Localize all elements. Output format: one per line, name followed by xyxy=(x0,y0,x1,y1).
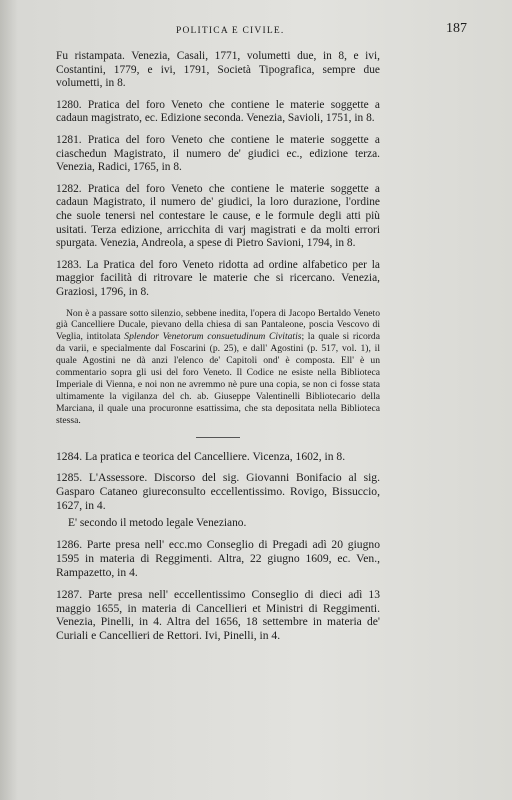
note-text-2: ; la quale si ricorda da varii, e specialmente dal Foscarini (p. 25), e dall' Agostini (p. 517, vol. 1), il quale Agostini ne dà anzi l'elenco de' Capitoli ond' è composta. Ell' è un commentario sopra gli usi del foro Veneto. Il Codice ne esiste nella Biblioteca Imperiale di Vienna, e noi non ne avremmo nè pure una copia, se non ci fosse stata ultimamente la vigilanza del ch. ab. Giuseppe Valentinelli Bibliotecario della Marciana, il quale una procuronne esattissima, che sta depositata nella Biblioteca stessa. xyxy=(56,331,380,426)
entry-1286: 1286. Parte presa nell' ecc.mo Conseglio di Pregadi adì 20 giugno 1595 in materia di Reggimenti. Altra, 22 giugno 1609, ec. Ven., Rampazetto, in 4. xyxy=(56,538,380,579)
entry-1283: 1283. La Pratica del foro Veneto ridotta ad ordine alfabetico per la maggior facilità di ritrovare le materie che si ricercano. Venezia, Graziosi, 1796, in 8. xyxy=(56,258,380,298)
entry-1281: 1281. Pratica del foro Veneto che contiene le materie soggette a ciaschedun Magistrato, il numero de' giudici ec., edizione terza. Venezia, Radici, 1765, in 8. xyxy=(56,133,380,174)
entry-1284: 1284. La pratica e teorica del Cancelliere. Vicenza, 1602, in 8. xyxy=(56,449,346,463)
page-number: 187 xyxy=(446,21,467,36)
entry-1280: 1280. Pratica del foro Veneto che contiene le materie soggette a cadaun magistrato, ec. Edizione seconda. Venezia, Savioli, 1751, in 8. xyxy=(56,98,380,125)
note-paragraph xyxy=(56,308,380,427)
running-head: POLITICA E CIVILE. xyxy=(176,26,285,36)
page-header xyxy=(0,21,512,44)
note-italic-title: Splendor Venetorum consuetudinum Civitatis xyxy=(124,331,302,343)
entry-1282: 1282. Pratica del foro Veneto che contiene le materie soggette a cadaun Magistrato, il numero de' giudici, la loro durazione, l'ordine che suole tenersi nel contestare le cause, e le formule degli atti più usitati. Terza edizione, arricchita di varj magistrati e da molti errori spurgata. Venezia, Andreola, a spese di Pietro Savioni, 1794, in 8. xyxy=(56,182,380,250)
entry-1285-note: E' secondo il metodo legale Veneziano. xyxy=(68,516,247,529)
entry-1287: 1287. Parte presa nell' eccellentissimo Conseglio di dieci adì 13 maggio 1655, in materia di Cancellieri et Ministri di Reggimenti. Venezia, Pinelli, in 4. Altra del 1656, 18 settembre in materia de' Curiali e Cancellieri de Rettori. Ivi, Pinelli, in 4. xyxy=(56,587,380,643)
section-divider xyxy=(196,437,240,438)
entry-1285: 1285. L'Assessore. Discorso del sig. Giovanni Bonifacio al sig. Gasparo Cataneo giureconsulto eccellentissimo. Rovigo, Bissuccio, 1627, in 4. xyxy=(56,471,380,512)
paragraph-continuation: Fu ristampata. Venezia, Casali, 1771, volumetti due, in 8, e ivi, Costantini, 1779, e ivi, 1791, Società Tipografica, sempre due volumetti, in 8. xyxy=(56,50,380,90)
page-body xyxy=(56,50,380,651)
note-text-1: Non è a passare sotto silenzio, sebbene inedita, l'opera di Jacopo Bertaldo Veneto già Cancelliere Ducale, pievano della chiesa di san Pantaleone, poscia Vescovo di Veglia, intitolata xyxy=(56,307,380,343)
